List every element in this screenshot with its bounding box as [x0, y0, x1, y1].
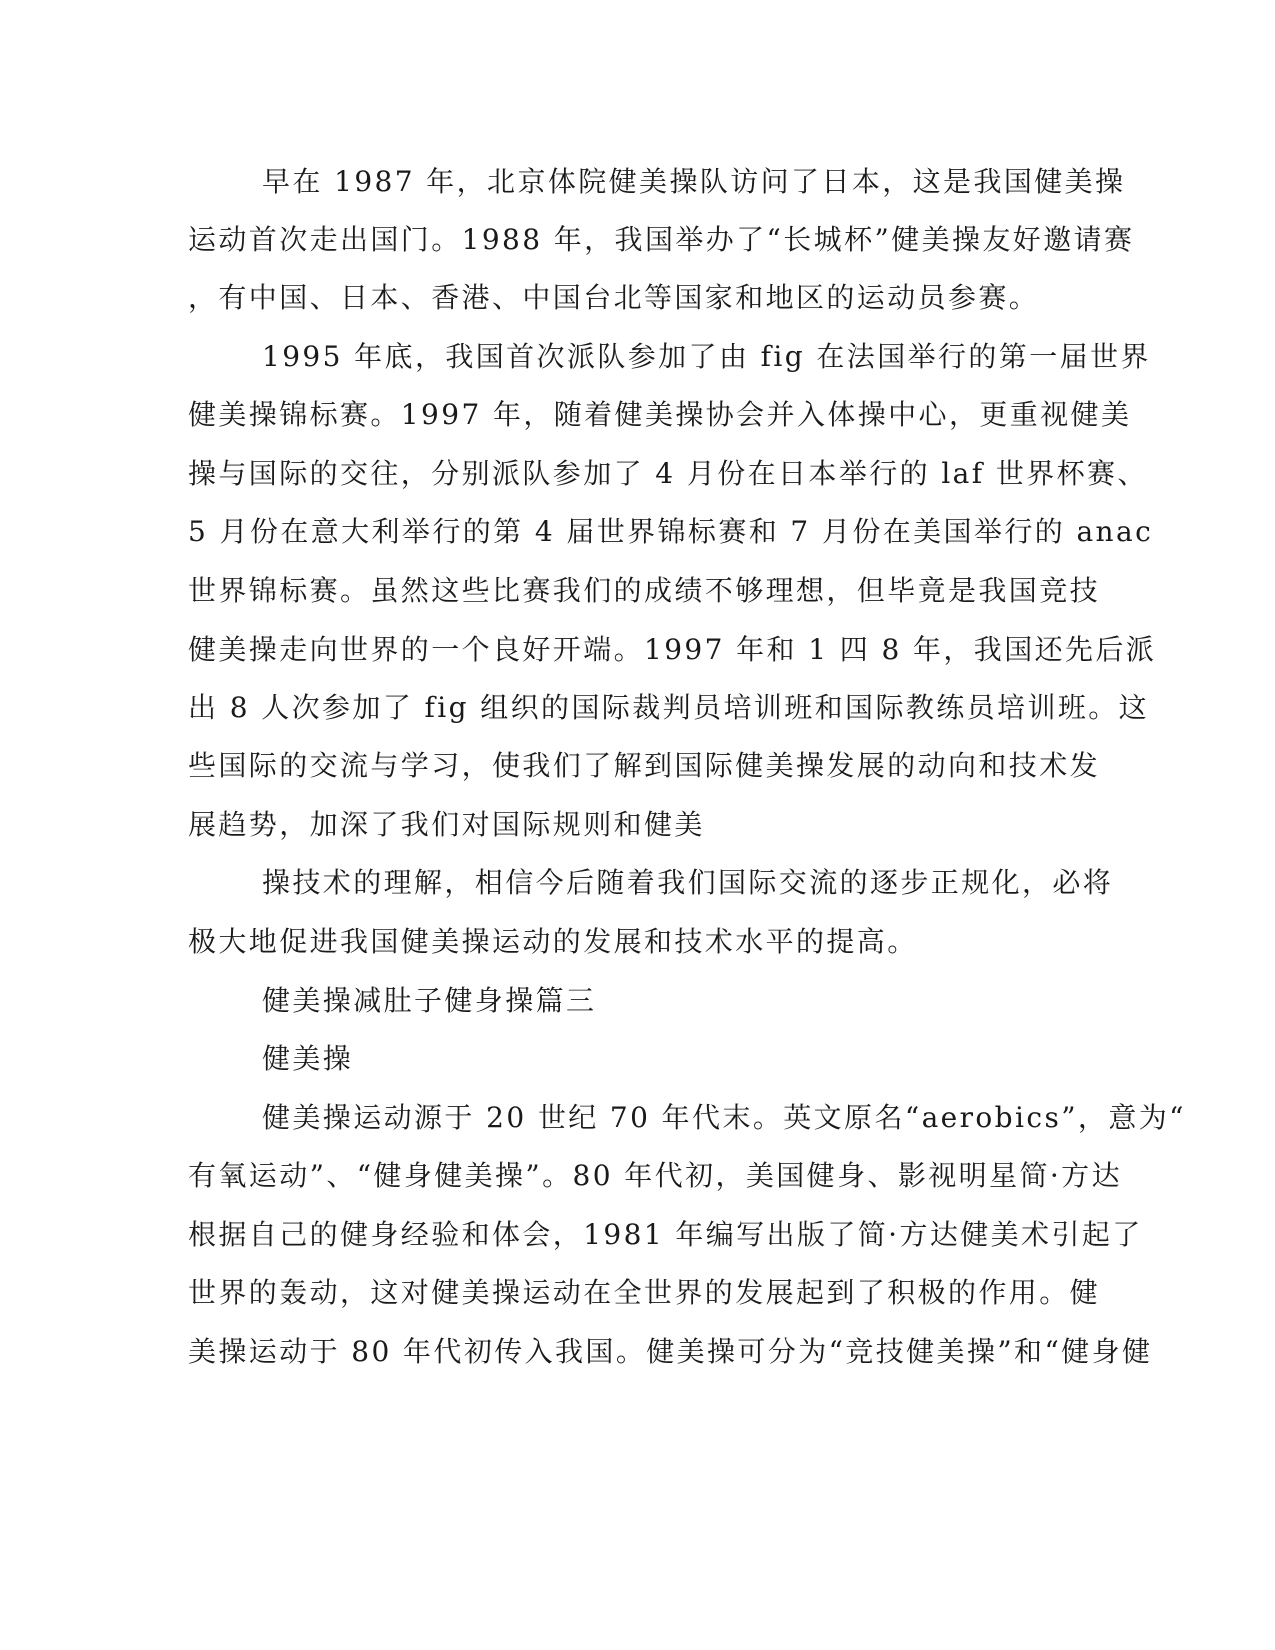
- text-line: 出 8 人次参加了 fig 组织的国际裁判员培训班和国际教练员培训班。这: [188, 691, 1150, 724]
- text-line: 世界锦标赛。虽然这些比赛我们的成绩不够理想，但毕竟是我国竞技: [188, 574, 1101, 607]
- text-line: ，有中国、日本、香港、中国台北等国家和地区的运动员参赛。: [188, 281, 1040, 314]
- section-heading: 健美操减肚子健身操篇三: [262, 984, 597, 1017]
- text-line: 健美操走向世界的一个良好开端。1997 年和 1 四 8 年，我国还先后派: [188, 633, 1157, 666]
- section-subheading: 健美操: [262, 1042, 354, 1075]
- text-line: 运动首次走出国门。1988 年，我国举办了“长城杯”健美操友好邀请赛: [188, 223, 1135, 256]
- text-line: 健美操锦标赛。1997 年，随着健美操协会并入体操中心，更重视健美: [188, 398, 1132, 431]
- text-line: 1995 年底，我国首次派队参加了由 fig 在法国举行的第一届世界: [262, 340, 1151, 373]
- text-line: 世界的轰动，这对健美操运动在全世界的发展起到了积极的作用。健: [188, 1276, 1101, 1309]
- text-line: 早在 1987 年，北京体院健美操队访问了日本，这是我国健美操: [262, 165, 1126, 198]
- text-line: 操与国际的交往，分别派队参加了 4 月份在日本举行的 laf 世界杯赛、: [188, 457, 1148, 490]
- text-line: 根据自己的健身经验和体会，1981 年编写出版了简·方达健美术引起了: [188, 1218, 1143, 1251]
- text-line: 展趋势，加深了我们对国际规则和健美: [188, 808, 705, 841]
- text-line: 操技术的理解，相信今后随着我们国际交流的逐步正规化，必将: [262, 866, 1114, 899]
- text-line: 5 月份在意大利举行的第 4 届世界锦标赛和 7 月份在美国举行的 anac: [188, 515, 1154, 548]
- text-line: 些国际的交流与学习，使我们了解到国际健美操发展的动向和技术发: [188, 749, 1101, 782]
- text-line: 美操运动于 80 年代初传入我国。健美操可分为“竞技健美操”和“健身健: [188, 1335, 1153, 1368]
- text-line: 健美操运动源于 20 世纪 70 年代末。英文原名“aerobics”，意为“: [262, 1101, 1186, 1134]
- text-line: 有氧运动”、“健身健美操”。80 年代初，美国健身、影视明星简·方达: [188, 1159, 1122, 1192]
- text-line: 极大地促进我国健美操运动的发展和技术水平的提高。: [188, 925, 918, 958]
